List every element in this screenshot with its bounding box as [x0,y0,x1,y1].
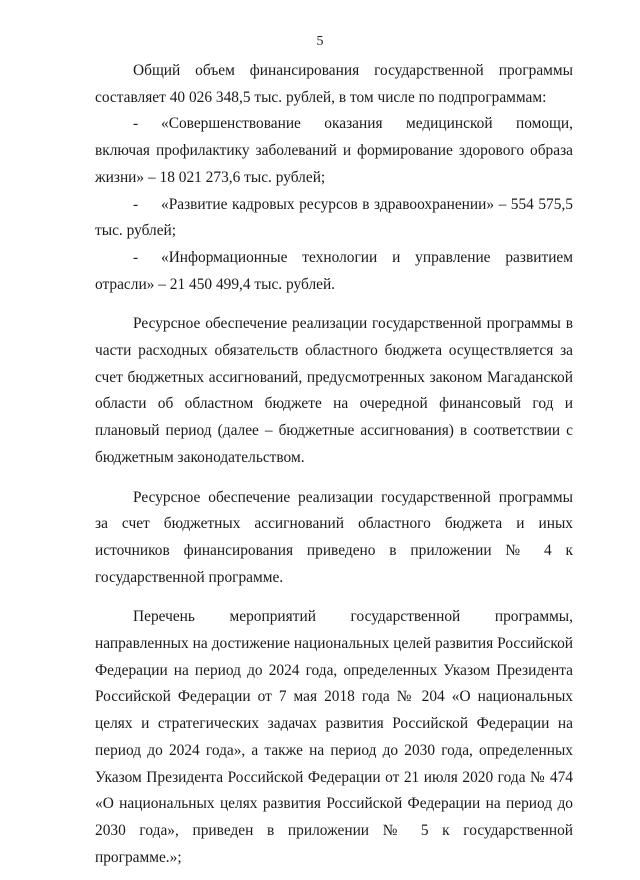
list-item-subprogram-medical-care [95,111,573,191]
list-dash: - [133,115,139,133]
page-number: 5 [316,34,324,49]
document-body [95,58,573,871]
list-item-subprogram-it [95,245,573,298]
list-dash: - [133,195,139,213]
list-item-subprogram-personnel [95,192,573,245]
list-item-text: «Развитие кадровых ресурсов в здравоохранении» – 554 575,5 тыс. рублей; [95,195,573,240]
paragraph-national-goals: Перечень мероприятий государственной программы, направленных на достижение национальных целей развития Российской Федерации на период до 2024 года, определенных Указом Президента Российской Федерации от 7 мая 2018 года № 204 «О национальных целях и стратегических задачах развития Российской Федерации на период до 2024 года», а также на период до 2030 года, определенных Указом Президента Российской Федерации от 21 июля 2020 года № 474 «О национальных целях развития Российской Федерации на период до 2030 года», приведен в приложении № 5 к государственной программе.»; [95,608,573,866]
list-dash: - [133,248,139,266]
list-item-text: «Совершенствование оказания медицинской помощи, включая профилактику заболеваний и формирование здорового образа жизни» – 18 021 273,6 тыс. рублей; [95,115,573,186]
list-item-text: «Информационные технологии и управление развитием отрасли» – 21 450 499,4 тыс. рублей. [95,248,573,293]
paragraph-resource-appendix-4: Ресурсное обеспечение реализации государственной программы за счет бюджетных ассигнований областного бюджета и иных источников финансирования приведено в приложении № 4 к государственной программе. [95,488,573,586]
paragraph-total-funding: Общий объем финансирования государственной программы составляет 40 026 348,5 тыс. рублей, в том числе по подпрограммам: [95,62,573,106]
paragraph-resource-budget: Ресурсное обеспечение реализации государственной программы в части расходных обязательств областного бюджета осуществляется за счет бюджетных ассигнований, предусмотренных законом Магаданской области об областном бюджете на очередной финансовый год и плановый период (далее – бюджетные ассигнования) в соответствии с бюджетным законодательством. [95,315,573,466]
